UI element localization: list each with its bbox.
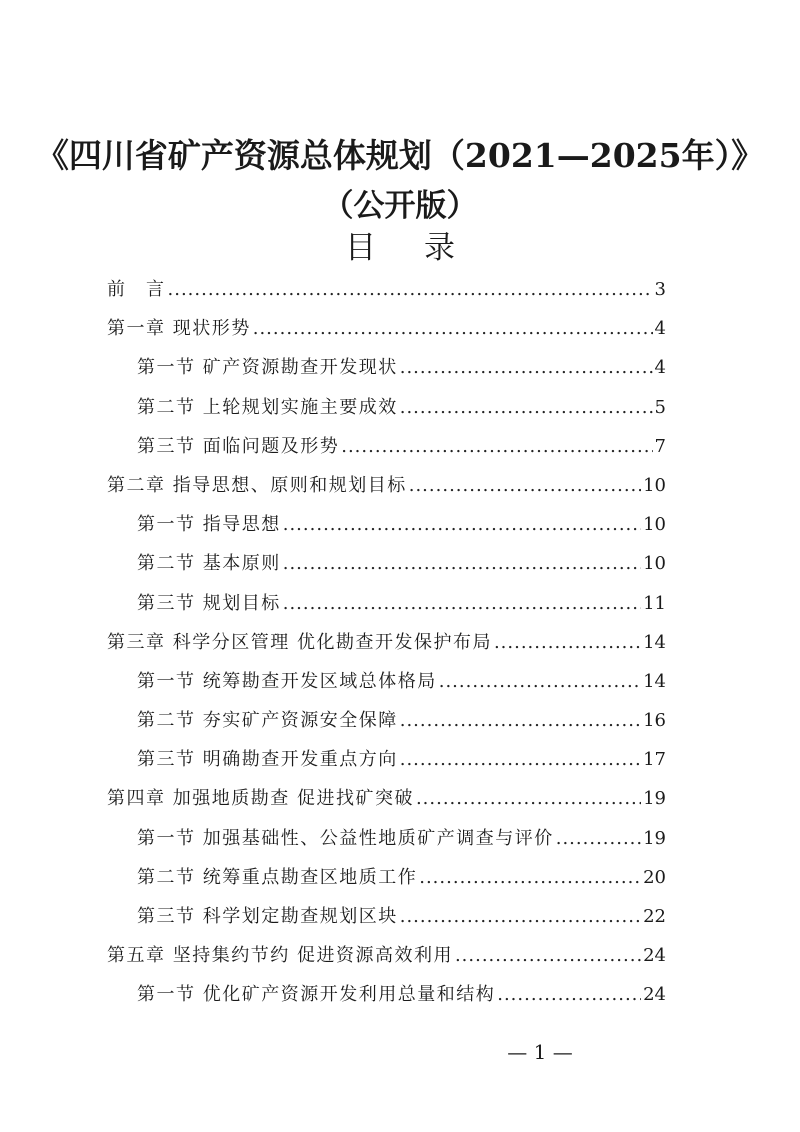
toc-entry-page: 5 [654,396,666,418]
toc-entry-label: 第一章 现状形势 [107,318,251,340]
toc-section-entry [107,584,666,623]
toc-section-entry [107,662,666,701]
toc-entry-page: 10 [643,474,666,496]
toc-entry-label: 第三章 科学分区管理 优化勘查开发保护布局 [107,631,492,653]
toc-entry-page: 24 [643,945,666,967]
toc-entry-page: 19 [643,788,666,810]
toc-entry-label: 第三节 科学划定勘查规划区块 [137,906,398,927]
toc-entry-page: 24 [643,984,666,1006]
toc-chapter-entry [107,936,666,975]
toc-section-entry [107,819,666,858]
toc-entry-page: 20 [643,866,666,888]
toc-entry-page: 19 [643,827,666,849]
toc-section-entry [107,858,666,897]
toc-entry-label: 前 言 [107,279,166,300]
toc-section-entry [107,544,666,583]
toc-chapter-entry [107,623,666,662]
toc-dot-leader [341,427,652,466]
toc-entry-label: 第三节 明确勘查开发重点方向 [137,749,398,771]
toc-entry-label: 第三节 面临问题及形势 [137,435,340,457]
toc-entry-page: 11 [643,592,666,614]
toc-dot-leader [283,505,641,544]
toc-dot-leader [400,740,641,779]
toc-entry-label: 第一节 矿产资源勘查开发现状 [137,357,398,379]
toc-entry-label: 第二节 夯实矿产资源安全保障 [137,710,398,732]
toc-dot-leader [283,584,641,623]
toc-entry-page: 16 [643,710,666,732]
toc-entry-page: 14 [643,631,666,653]
toc-dot-leader [409,466,641,505]
toc-entry-label: 第一节 指导思想 [137,514,281,536]
toc-dot-leader [419,858,641,897]
toc-dot-leader [416,779,641,818]
toc-chapter-entry [107,309,666,348]
toc-section-entry [107,701,666,740]
toc-entry-label: 第三节 规划目标 [137,592,281,614]
toc-section-entry [107,427,666,466]
toc-dot-leader [439,662,641,701]
toc-section-entry [107,897,666,936]
table-of-contents [107,270,666,1015]
toc-dot-leader [494,623,641,662]
toc-entry-page: 10 [643,553,666,575]
toc-chapter-entry [107,270,666,309]
toc-entry-page: 4 [654,357,666,379]
toc-dot-leader [400,701,641,740]
toc-heading: 目录 [345,230,503,266]
toc-entry-label: 第一节 统筹勘查开发区域总体格局 [137,670,437,692]
toc-section-entry [107,975,666,1014]
toc-entry-label: 第二节 基本原则 [137,553,281,575]
toc-entry-page: 7 [654,435,666,457]
toc-entry-page: 4 [654,318,666,340]
toc-section-entry [107,348,666,387]
toc-entry-page: 3 [654,279,666,300]
toc-entry-label: 第一节 优化矿产资源开发利用总量和结构 [137,984,496,1006]
toc-dot-leader [283,544,641,583]
toc-entry-label: 第二章 指导思想、原则和规划目标 [107,474,407,496]
toc-chapter-entry [107,779,666,818]
document-subtitle: （公开版） [322,188,478,224]
toc-section-entry [107,388,666,427]
toc-entry-label: 第四章 加强地质勘查 促进找矿突破 [107,788,414,810]
page-number: — 1 — [507,1040,573,1064]
toc-entry-label: 第五章 坚持集约节约 促进资源高效利用 [107,945,453,967]
document-title: 《四川省矿产资源总体规划（2021—2025年）》 [35,136,765,175]
toc-entry-page: 10 [643,514,666,536]
toc-dot-leader [455,936,641,975]
toc-dot-leader [400,348,653,387]
toc-section-entry [107,505,666,544]
toc-dot-leader [556,819,641,858]
toc-dot-leader [168,270,653,309]
toc-entry-label: 第二节 上轮规划实施主要成效 [137,396,398,418]
toc-entry-label: 第一节 加强基础性、公益性地质矿产调查与评价 [137,827,554,849]
toc-dot-leader [400,388,653,427]
toc-dot-leader [253,309,653,348]
toc-section-entry [107,740,666,779]
toc-entry-label: 第二节 统筹重点勘查区地质工作 [137,866,418,888]
toc-entry-page: 17 [643,749,666,771]
toc-entry-page: 22 [643,906,666,927]
toc-dot-leader [400,897,641,936]
toc-chapter-entry [107,466,666,505]
toc-entry-page: 14 [643,670,666,692]
toc-dot-leader [497,975,641,1014]
